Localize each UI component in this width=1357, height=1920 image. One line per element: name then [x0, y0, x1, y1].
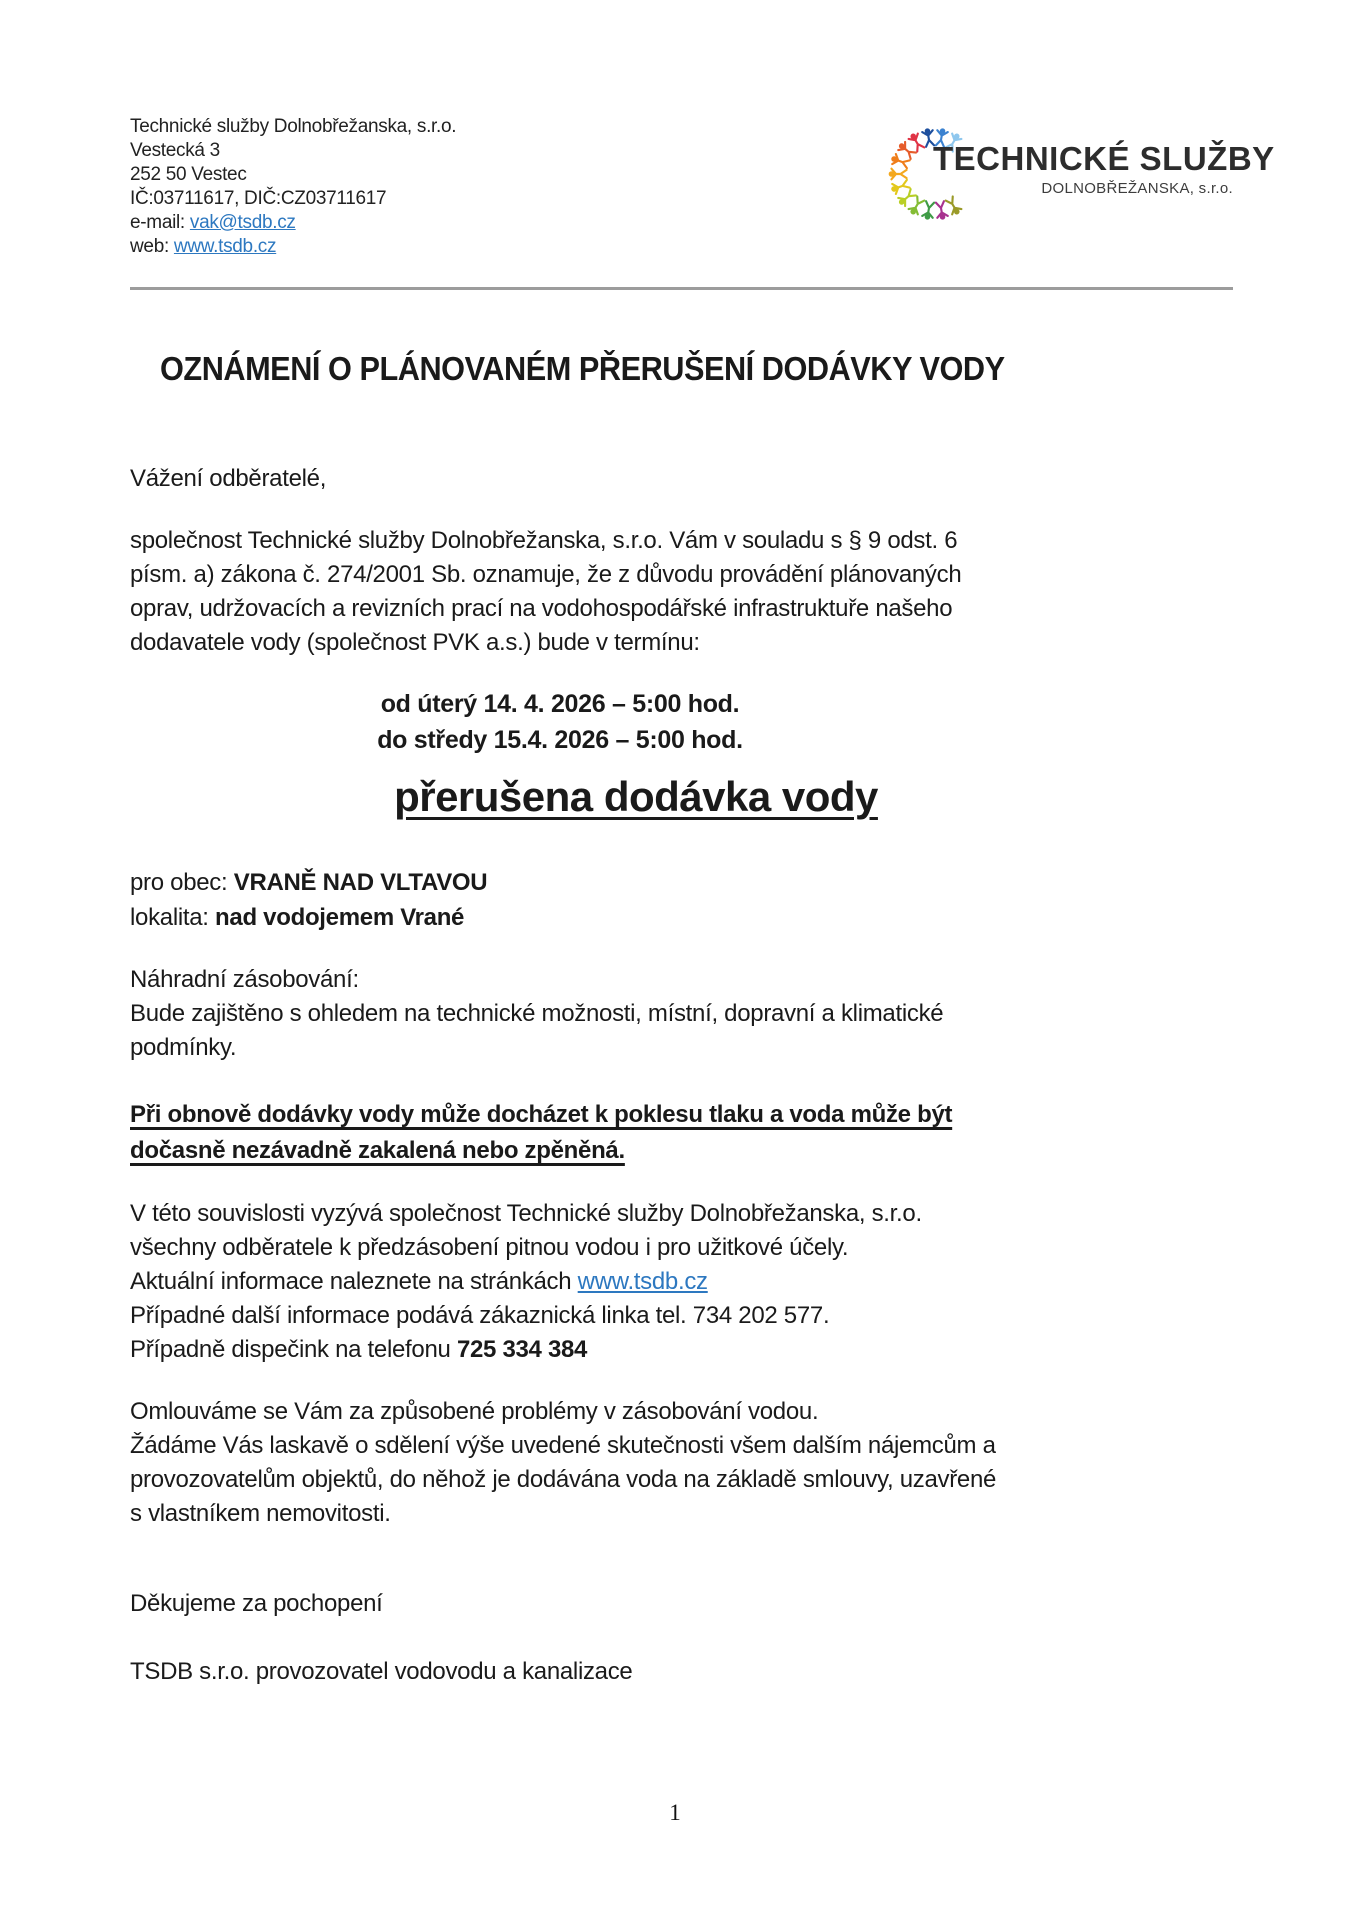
municipality-line	[130, 865, 1233, 900]
email-link[interactable]: vak@tsdb.cz	[189, 212, 296, 233]
locality-line	[130, 900, 1233, 935]
info-line-5	[130, 1333, 1233, 1367]
locality-label: lokalita:	[130, 904, 216, 931]
company-web-line	[130, 235, 456, 259]
headline-wrap	[130, 773, 1142, 821]
company-street: Vestecká 3	[130, 140, 220, 161]
info-web-link[interactable]: www.tsdb.cz	[577, 1268, 708, 1295]
web-label: web:	[130, 236, 174, 257]
info-line-3-prefix: Aktuální informace naleznete na stránkách	[130, 1268, 578, 1295]
info-line-3	[130, 1265, 1233, 1299]
info-line-1: V této souvislosti vyzývá společnost Technické služby Dolnobřežanska, s.r.o.	[130, 1200, 922, 1227]
document-body	[130, 352, 1233, 1689]
header-divider	[130, 287, 1233, 290]
info-line-4: Případné další informace podává zákaznická linka tel. 734 202 577.	[130, 1302, 830, 1329]
dispatch-phone: 725 334 384	[456, 1336, 588, 1363]
salutation: Vážení odběratelé,	[130, 465, 327, 492]
web-link[interactable]: www.tsdb.cz	[173, 236, 277, 257]
document-title: OZNÁMENÍ O PLÁNOVANÉM PŘERUŠENÍ DODÁVKY VODY	[160, 350, 1005, 387]
email-label: e-mail:	[130, 212, 190, 233]
logo-subtitle: DOLNOBŘEŽANSKA, s.r.o.	[1041, 180, 1233, 197]
locality-value: nad vodojemem Vrané	[215, 904, 465, 931]
logo-text	[933, 140, 1275, 197]
company-logo	[885, 118, 1275, 243]
signature-line: TSDB s.r.o. provozovatel vodovodu a kanalizace	[130, 1658, 633, 1685]
municipality-label: pro obec:	[130, 869, 234, 896]
thanks-line: Děkujeme za pochopení	[130, 1590, 383, 1617]
company-registration: IČ:03711617, DIČ:CZ03711617	[130, 188, 387, 209]
pressure-warning: Při obnově dodávky vody může docházet k poklesu tlaku a voda může být dočasně nezávadně zakalená nebo zpěněná.	[130, 1101, 953, 1164]
company-name: Technické služby Dolnobřežanska, s.r.o.	[130, 116, 457, 137]
intro-paragraph: společnost Technické služby Dolnobřežanska, s.r.o. Vám v souladu s § 9 odst. 6 písm. a) zákona č. 274/2001 Sb. oznamuje, že z důvodu provádění plánovaných oprav, udržovacích a revizních prací na vodohospodářské infrastruktuře našeho dodavatele vody (společnost PVK a.s.) bude v termínu:	[130, 527, 962, 656]
info-paragraph	[130, 1197, 1233, 1367]
substitute-supply-paragraph: Náhradní zásobování: Bude zajištěno s ohledem na technické možnosti, místní, dopravní a klimatické podmínky.	[130, 966, 944, 1061]
company-email-line	[130, 211, 456, 235]
letterhead	[130, 115, 456, 259]
info-line-5-prefix: Případně dispečink na telefonu	[130, 1336, 457, 1363]
location-block	[130, 865, 1233, 935]
date-to: do středy 15.4. 2026 – 5:00 hod.	[377, 726, 743, 754]
company-city: 252 50 Vestec	[130, 164, 247, 185]
date-from: od úterý 14. 4. 2026 – 5:00 hod.	[380, 690, 740, 718]
outage-dates	[130, 686, 990, 758]
page-number: 1	[669, 1800, 681, 1825]
municipality-value: VRANĚ NAD VLTAVOU	[233, 869, 488, 896]
logo-title: TECHNICKÉ SLUŽBY	[933, 140, 1275, 177]
info-line-2: všechny odběratele k předzásobení pitnou vodou i pro užitkové účely.	[130, 1234, 849, 1261]
outage-headline: přerušena dodávka vody	[394, 773, 878, 820]
apology-paragraph: Omlouváme se Vám za způsobené problémy v zásobování vodou. Žádáme Vás laskavě o sdělení výše uvedené skutečnosti všem dalším nájemcům a provozovatelům objektů, do něhož je dodávána voda na základě smlouvy, uzavřené s vlastníkem nemovitosti.	[130, 1398, 997, 1527]
